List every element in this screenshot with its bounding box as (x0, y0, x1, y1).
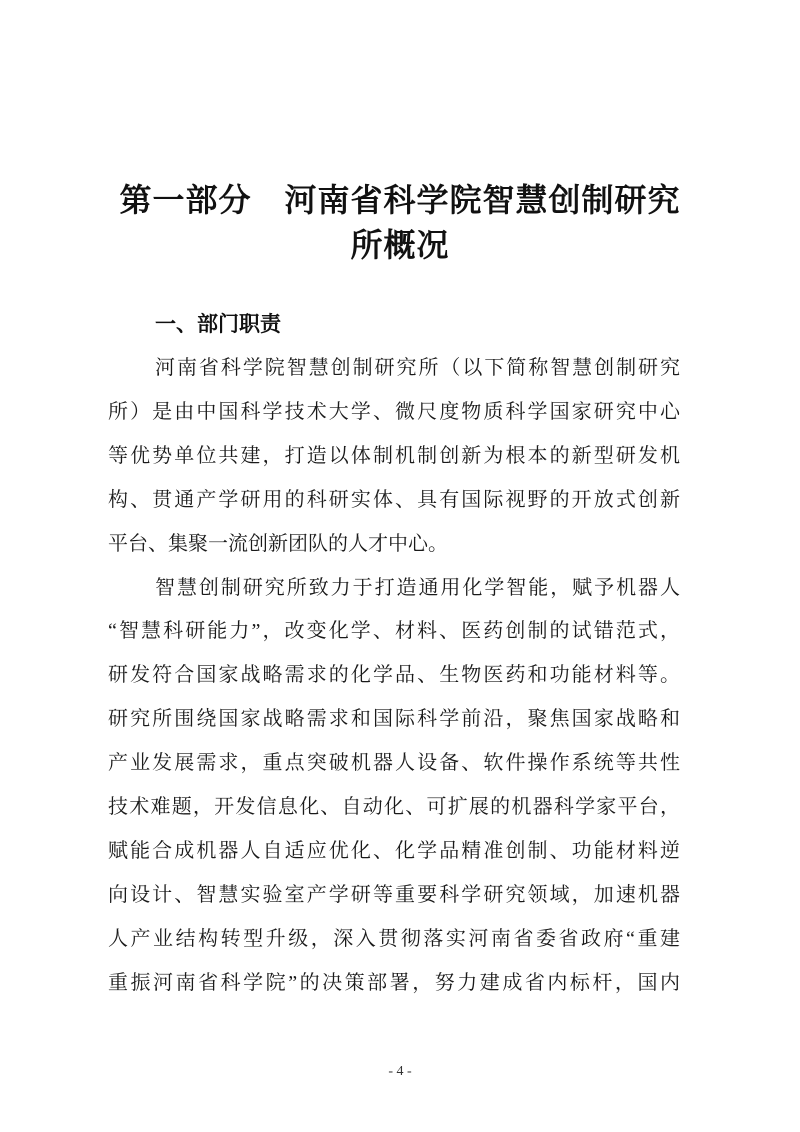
body-line: 等优势单位共建，打造以体制机制创新为根本的新型研发机 (108, 444, 680, 467)
document-title-line-2: 所概况 (350, 227, 450, 263)
body-line: 河南省科学院智慧创制研究所（以下简称智慧创制研究 (155, 357, 680, 379)
body-line: 人产业结构转型升级，深入贯彻落实河南省委省政府“重建 (108, 927, 680, 950)
body-line: 向设计、智慧实验室产学研等重要科学研究领域，加速机器 (108, 883, 680, 906)
body-line: 产业发展需求，重点突破机器人设备、软件操作系统等共性 (108, 752, 680, 775)
body-line: 重振河南省科学院”的决策部署，努力建成省内标杆，国内 (108, 971, 680, 994)
document-title (0, 0, 800, 268)
body-line: 所）是由中国科学技术大学、微尺度物质科学国家研究中心 (108, 400, 680, 423)
body-line: 构、贯通产学研用的科研实体、具有国际视野的开放式创新 (108, 488, 680, 511)
body-line: 研究所围绕国家战略需求和国际科学前沿，聚焦国家战略和 (108, 708, 680, 731)
body-line: “智慧科研能力”，改变化学、材料、医药创制的试错范式， (108, 620, 680, 643)
body-text (108, 347, 680, 1006)
page-number-footer: - 4 - (388, 1064, 412, 1079)
body-line: 智慧创制研究所致力于打造通用化学智能，赋予机器人 (155, 576, 680, 599)
body-line: 赋能合成机器人自适应优化、化学品精准创制、功能材料逆 (108, 839, 680, 862)
section-heading: 一、部门职责 (155, 313, 281, 336)
body-line: 研发符合国家战略需求的化学品、生物医药和功能材料等。 (108, 664, 680, 687)
document-title-line-1: 第一部分 河南省科学院智慧创制研究 (119, 182, 681, 218)
body-line: 平台、集聚一流创新团队的人才中心。 (108, 532, 448, 555)
body-line: 技术难题，开发信息化、自动化、可扩展的机器科学家平台， (108, 796, 680, 819)
